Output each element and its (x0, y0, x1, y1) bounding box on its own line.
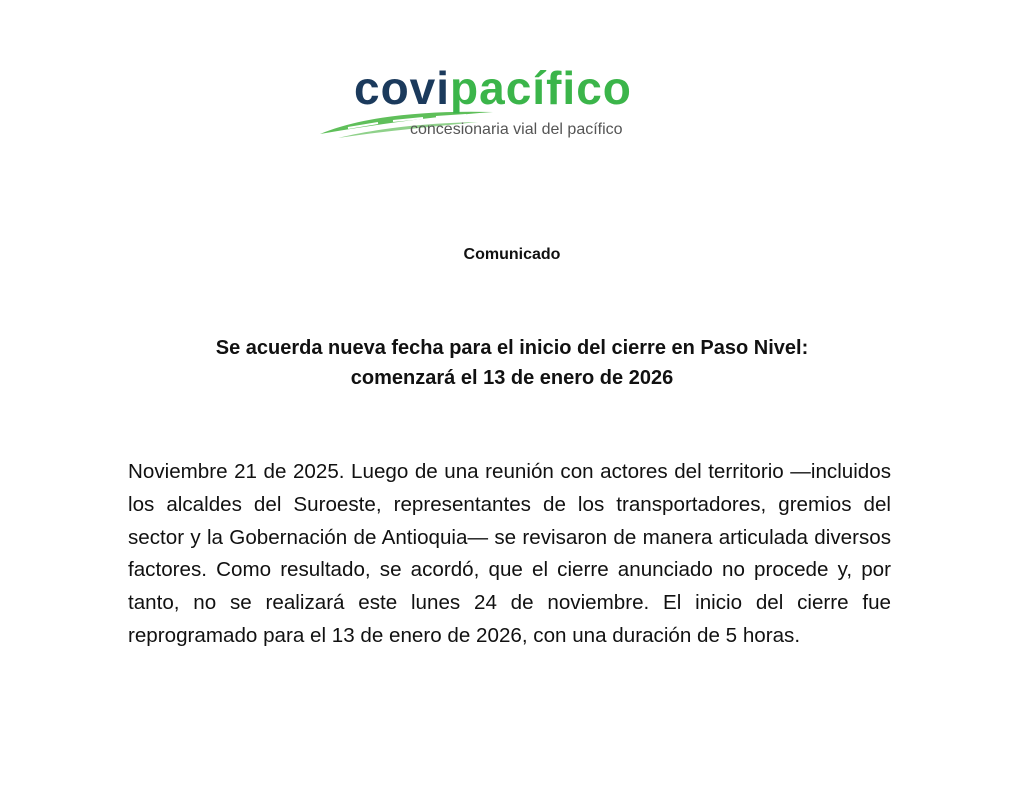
press-release-headline (0, 333, 1024, 393)
headline-line-2: comenzará el 13 de enero de 2026 (350, 367, 674, 389)
logo-brand-dark: covi (354, 62, 451, 114)
press-release-body: Noviembre 21 de 2025. Luego de una reunión con actores del territorio —incluidos los alcaldes del Suroeste, representantes de los transportadores, gremios del sector y la Gobernación de Antioquia— se revisaron de manera articulada diversos factores. Como resultado, se acordó, que el cierre anunciado no procede y, por tanto, no se realizará este lunes 24 de noviembre. El inicio del cierre fue reprogramado para el 13 de enero de 2026, con una duración de 5 horas. (128, 460, 891, 647)
covipacifico-logo (318, 60, 668, 142)
logo-brand-green: pacífico (450, 62, 632, 114)
logo-tagline: concesionaria vial del pacífico (410, 121, 623, 138)
svg-text:covipacífico (354, 62, 632, 114)
headline-line-1: Se acuerda nueva fecha para el inicio del cierre en Paso Nivel: (215, 337, 809, 359)
logo-graphic (318, 60, 668, 142)
document-kicker: Comunicado (463, 246, 561, 263)
